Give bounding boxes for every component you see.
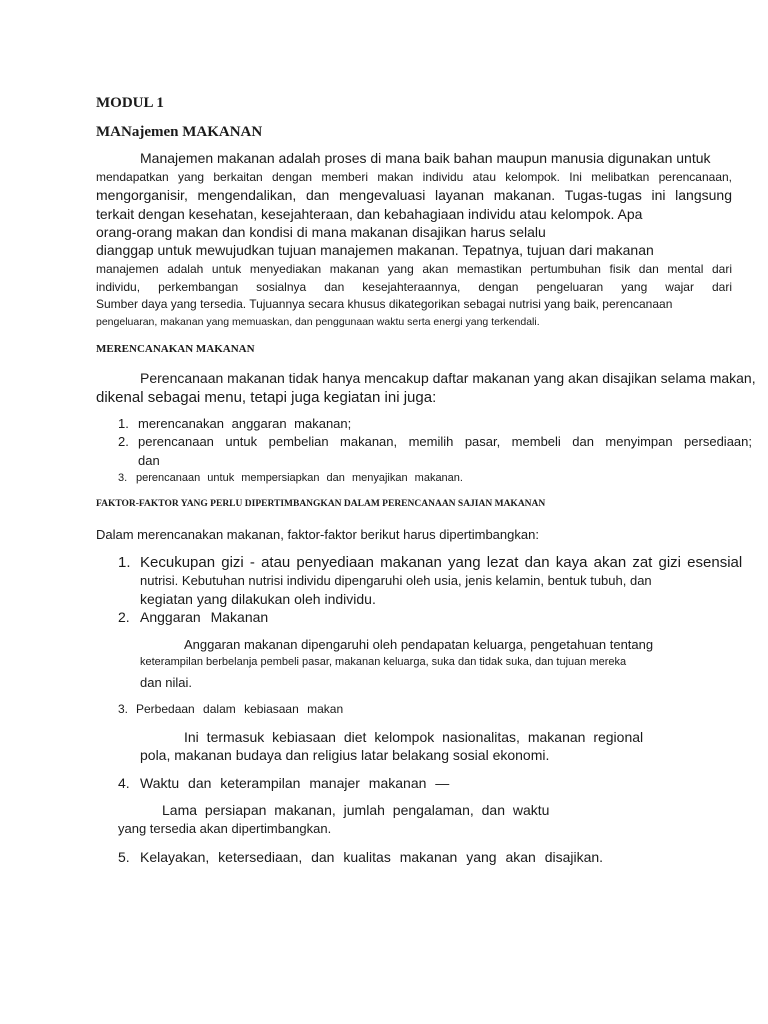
factor-3-title: Perbedaan dalam kebiasaan makan xyxy=(136,702,344,716)
intro-line-1: Manajemen makanan adalah proses di mana baik bahan maupun manusia digunakan untuk xyxy=(140,150,711,166)
intro-line-8: individu, perkembangan sosialnya dan kesejahteraannya, dengan pengeluaran yang wajar dari xyxy=(96,280,732,294)
factor-3-line-1: Ini termasuk kebiasaan diet kelompok nasionalitas, makanan regional xyxy=(184,729,644,745)
intro-line-2: mendapatkan yang berkaitan dengan memberi makan individu atau kelompok. Ini melibatkan perencanaan, xyxy=(96,170,732,184)
factor-1-line-1: Kecukupan gizi - atau penyediaan makanan yang lezat dan kaya akan zat gizi esensial xyxy=(140,554,743,571)
factor-1-line-2: nutrisi. Kebutuhan nutrisi individu dipengaruhi oleh usia, jenis kelamin, bentuk tubuh, dan xyxy=(140,573,652,588)
planning-item-2-number: 2. xyxy=(118,434,129,449)
section-title: MANajemen MAKANAN xyxy=(96,124,263,140)
factor-4-number: 4. xyxy=(118,775,130,791)
planning-item-2: perencanaan untuk pembelian makanan, memilih pasar, membeli dan menyimpan persediaan; xyxy=(138,434,752,449)
factors-heading: FAKTOR-FAKTOR YANG PERLU DIPERTIMBANGKAN DALAM PERENCANAAN SAJIAN MAKANAN xyxy=(96,499,546,509)
planning-item-1: merencanakan anggaran makanan; xyxy=(138,416,352,431)
intro-line-9: Sumber daya yang tersedia. Tujuannya secara khusus dikategorikan sebagai nutrisi yang baik, perencanaan xyxy=(96,297,673,311)
factor-2-line-2: keterampilan berbelanja pembeli pasar, makanan keluarga, suka dan tidak suka, dan tujuan mereka xyxy=(140,656,627,668)
intro-line-3: mengorganisir, mengendalikan, dan mengevaluasi layanan makanan. Tugas-tugas ini langsung xyxy=(96,187,732,203)
planning-item-3-number: 3. xyxy=(118,472,128,484)
factor-2-title: Anggaran Makanan xyxy=(140,609,269,625)
factor-4-line-2: yang tersedia akan dipertimbangkan. xyxy=(118,821,332,836)
factor-3-number: 3. xyxy=(118,702,129,716)
planning-heading: MERENCANAKAN MAKANAN xyxy=(96,343,255,355)
factor-5-title: Kelayakan, ketersediaan, dan kualitas makanan yang akan disajikan. xyxy=(140,849,604,865)
planning-item-2-continuation: dan xyxy=(138,453,160,468)
planning-item-1-number: 1. xyxy=(118,416,129,431)
factor-2-number: 2. xyxy=(118,609,130,625)
planning-line-2: dikenal sebagai menu, tetapi juga kegiatan ini juga: xyxy=(96,389,437,406)
module-title: MODUL 1 xyxy=(96,95,164,111)
intro-line-5: orang-orang makan dan kondisi di mana makanan disajikan harus selalu xyxy=(96,224,546,240)
factor-4-line-1: Lama persiapan makanan, jumlah pengalaman, dan waktu xyxy=(162,802,550,818)
intro-line-4: terkait dengan kesehatan, kesejahteraan, dan kebahagiaan individu atau kelompok. Apa xyxy=(96,206,643,222)
planning-item-3: perencanaan untuk mempersiapkan dan menyajikan makanan. xyxy=(136,472,463,484)
factor-1-line-3: kegiatan yang dilakukan oleh individu. xyxy=(140,591,376,607)
factor-3-line-2: pola, makanan budaya dan religius latar belakang sosial ekonomi. xyxy=(140,747,550,763)
intro-line-7: manajemen adalah untuk menyediakan makanan yang akan memastikan pertumbuhan fisik dan mental dari xyxy=(96,262,732,276)
planning-line-1: Perencanaan makanan tidak hanya mencakup daftar makanan yang akan disajikan selama makan, xyxy=(140,370,756,386)
intro-line-10: pengeluaran, makanan yang memuaskan, dan penggunaan waktu serta energi yang terkendali. xyxy=(96,316,540,328)
factor-5-number: 5. xyxy=(118,849,130,865)
factor-2-line-1: Anggaran makanan dipengaruhi oleh pendapatan keluarga, pengetahuan tentang xyxy=(184,637,654,652)
factor-1-number: 1. xyxy=(118,554,131,571)
intro-line-6: dianggap untuk mewujudkan tujuan manajemen makanan. Tepatnya, tujuan dari makanan xyxy=(96,242,654,258)
factor-4-title: Waktu dan keterampilan manajer makanan — xyxy=(140,775,450,791)
factors-intro: Dalam merencanakan makanan, faktor-faktor berikut harus dipertimbangkan: xyxy=(96,527,539,542)
factor-2-line-3: dan nilai. xyxy=(140,675,193,690)
